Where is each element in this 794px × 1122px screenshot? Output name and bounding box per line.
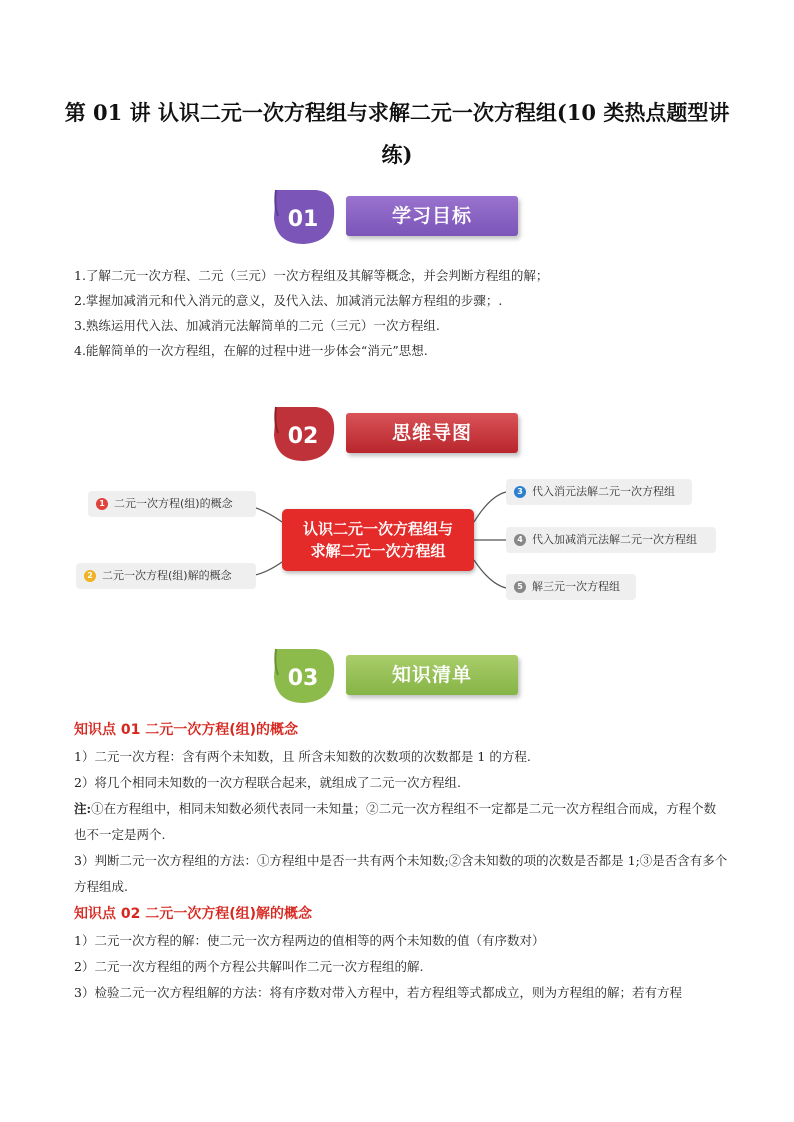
note-text: ①在方程组中，相同未知数必须代表同一未知量；②二元一次方程组不一定都是二元一次方程组合而成，方程个数也不一定是两个. <box>74 801 717 842</box>
section-number-badge <box>270 186 340 248</box>
center-line: 认识二元一次方程组与 <box>302 520 453 538</box>
mind-map-node <box>506 479 692 505</box>
section-header-knowledge <box>270 645 530 715</box>
section-number: 02 <box>287 424 319 449</box>
section-number-badge <box>270 645 340 707</box>
center-line: 求解二元一次方程组 <box>310 542 446 560</box>
node-label: 二元一次方程(组)解的概念 <box>102 569 232 582</box>
mind-map <box>0 470 794 610</box>
knowledge-item: 2）将几个相同未知数的一次方程联合起来，就组成了二元一次方程组. <box>74 775 461 790</box>
node-label: 代入消元法解二元一次方程组 <box>532 485 675 498</box>
node-number: 1 <box>96 498 108 510</box>
learning-goals <box>74 263 734 363</box>
mind-map-node <box>506 574 636 600</box>
node-number: 2 <box>84 570 96 582</box>
section-number: 03 <box>287 666 319 691</box>
section-number-badge <box>270 403 340 465</box>
node-label: 代入加减消元法解二元一次方程组 <box>532 533 697 546</box>
node-number: 5 <box>514 581 526 593</box>
knowledge-item: 2）二元一次方程组的两个方程公共解叫作二元一次方程组的解. <box>74 959 424 974</box>
mind-map-center <box>282 509 474 571</box>
note-label: 注: <box>74 801 92 816</box>
goal-item: 2.掌握加减消元和代入消元的意义，及代入法、加减消元法解方程组的步骤；. <box>74 293 503 308</box>
knowledge-list <box>74 716 728 1006</box>
knowledge-note <box>74 796 728 848</box>
section-label: 学习目标 <box>346 196 518 236</box>
section-label: 知识清单 <box>346 655 518 695</box>
goal-item: 3.熟练运用代入法、加减消元法解简单的二元（三元）一次方程组. <box>74 318 440 333</box>
section-header-mindmap <box>270 403 530 473</box>
knowledge-item: 3）判断二元一次方程组的方法：①方程组中是否一共有两个未知数;②含未知数的项的次数是否都是 1;③是否含有多个方程组成. <box>74 853 728 894</box>
mind-map-node <box>88 491 256 517</box>
mind-map-node <box>506 527 716 553</box>
knowledge-item: 1）二元一次方程的解：使二元一次方程两边的值相等的两个未知数的值（有序数对） <box>74 933 545 948</box>
node-label: 解三元一次方程组 <box>532 580 620 593</box>
goal-item: 1.了解二元一次方程、二元（三元）一次方程组及其解等概念，并会判断方程组的解； <box>74 268 549 283</box>
knowledge-heading: 知识点 01 二元一次方程(组)的概念 <box>74 722 299 738</box>
knowledge-item: 1）二元一次方程：含有两个未知数，且 所含未知数的次数项的次数都是 1 的方程. <box>74 749 531 764</box>
node-number: 3 <box>514 486 526 498</box>
section-label: 思维导图 <box>346 413 518 453</box>
node-label: 二元一次方程(组)的概念 <box>114 497 233 510</box>
page-title: 第 01 讲 认识二元一次方程组与求解二元一次方程组(10 类热点题型讲练) <box>64 100 730 167</box>
section-header-goals <box>270 186 530 256</box>
section-number: 01 <box>287 207 319 232</box>
mind-map-node <box>76 563 256 589</box>
knowledge-heading: 知识点 02 二元一次方程(组)解的概念 <box>74 906 313 922</box>
goal-item: 4.能解简单的一次方程组，在解的过程中进一步体会“消元”思想. <box>74 343 428 358</box>
knowledge-item: 3）检验二元一次方程组解的方法：将有序数对带入方程中，若方程组等式都成立，则为方程组的解；若有方程 <box>74 985 682 1000</box>
node-number: 4 <box>514 534 526 546</box>
